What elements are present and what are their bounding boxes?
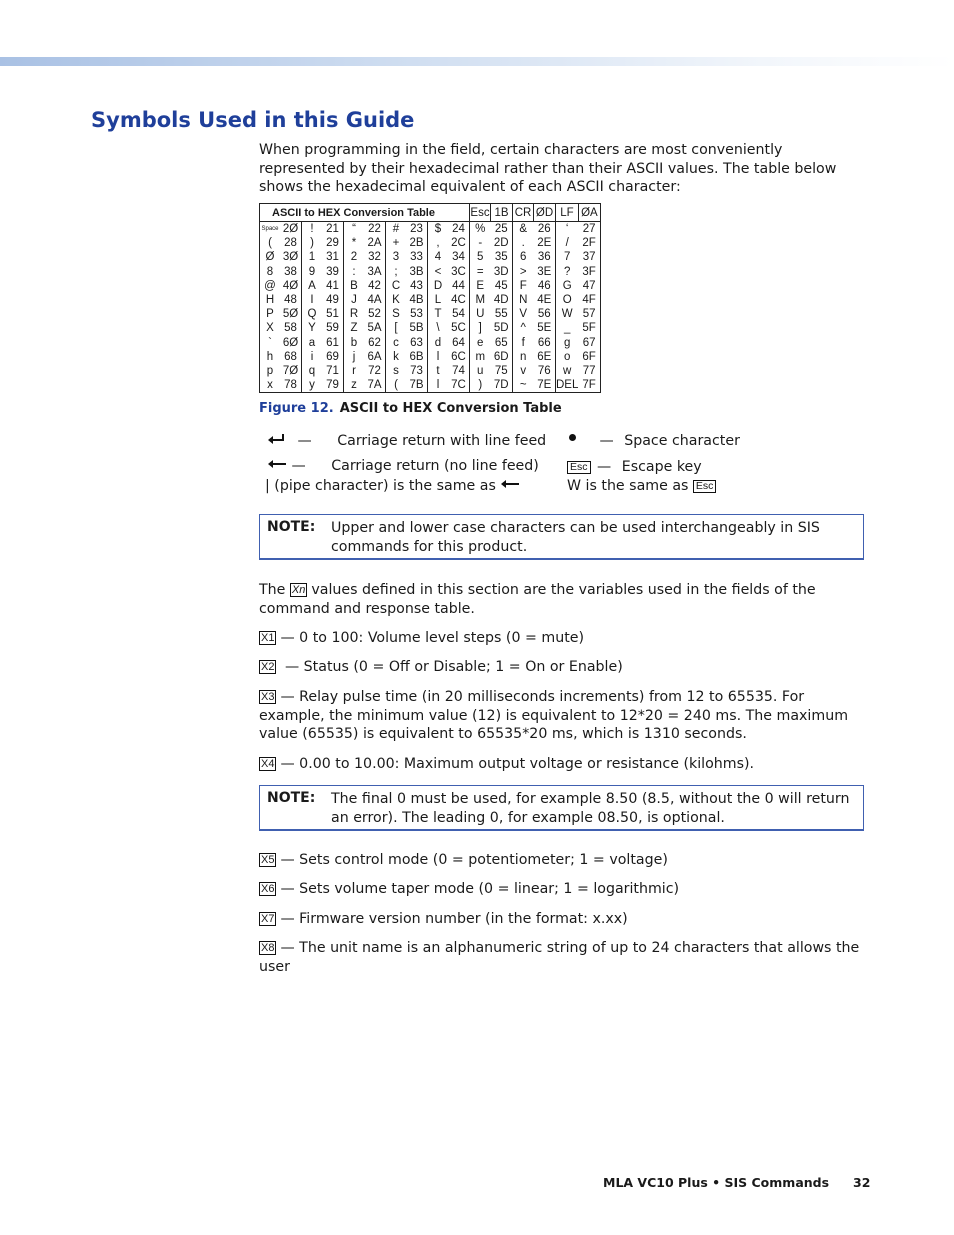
ascii-char-cell: ? <box>556 265 579 279</box>
ascii-table-title: ASCII to HEX Conversion Table <box>260 204 470 222</box>
hex-value-cell: 3B <box>409 265 424 278</box>
legend-w-text: W is the same as <box>567 478 689 494</box>
ascii-char-cell: 9 <box>302 265 323 279</box>
ascii-char-cell: b <box>344 336 365 350</box>
ascii-char-cell: K <box>386 293 407 307</box>
ascii-char-cell: w <box>556 364 579 378</box>
hex-value-cell: 29 <box>326 237 339 250</box>
ascii-char-cell: B <box>344 279 365 293</box>
ascii-char-cell: ( <box>386 378 407 393</box>
hex-value-cell: 59 <box>326 322 339 335</box>
footer-product: MLA VC10 Plus • SIS Commands <box>603 1175 830 1190</box>
ascii-char-cell: V <box>513 307 534 321</box>
hex-value-cell: 73 <box>410 364 423 377</box>
ascii-char-cell: : <box>344 265 365 279</box>
ascii-char-cell: ^ <box>513 321 534 335</box>
ascii-char-cell: C <box>386 279 407 293</box>
ascii-char-cell: . <box>513 236 534 250</box>
esc-key-icon: Esc <box>693 480 717 493</box>
legend-cr-lf-text: Carriage return with line feed <box>337 433 547 449</box>
hex-value-cell: 5D <box>493 322 509 335</box>
hex-value-cell: 3Ø <box>282 251 299 264</box>
hex-value-cell: 46 <box>537 279 551 292</box>
hex-value-cell: 35 <box>494 251 508 264</box>
hex-value-cell: 4C <box>451 294 466 307</box>
hex-value-cell: 5C <box>451 322 466 335</box>
ascii-char-cell: 1 <box>302 250 323 264</box>
hex-value-cell: 6A <box>367 350 382 363</box>
figure-caption-text: ASCII to HEX Conversion Table <box>339 401 562 416</box>
hex-value-cell: 21 <box>326 223 339 236</box>
ascii-char-cell: @ <box>264 279 276 292</box>
ascii-char-cell: + <box>386 236 407 250</box>
hex-value-cell: 5Ø <box>282 308 299 321</box>
ascii-table-header-cell: CR <box>513 204 534 222</box>
hex-value-cell: 79 <box>326 379 339 392</box>
hex-value-cell: 6C <box>451 350 466 363</box>
legend-pipe-text: | (pipe character) is the same as <box>265 478 496 494</box>
esc-key-icon: Esc <box>567 461 591 474</box>
ascii-char-cell: H <box>265 294 275 307</box>
hex-value-cell: 26 <box>537 223 551 236</box>
ascii-char-cell: 7 <box>556 250 579 264</box>
variable-x4: X4 — 0.00 to 10.00: Maximum output voltage or resistance (kilohms). <box>261 756 755 772</box>
page-number: 32 <box>853 1175 871 1190</box>
hex-value-cell: 4A <box>367 294 382 307</box>
ascii-char-cell: ) <box>302 236 323 250</box>
hex-value-cell: 7Ø <box>282 364 299 377</box>
header-accent-bar <box>0 57 954 66</box>
hex-value-cell: 3C <box>451 265 466 278</box>
hex-value-cell: 49 <box>326 294 339 307</box>
ascii-char-cell: , <box>428 236 449 250</box>
variable-x5: X5 — Sets control mode (0 = potentiometer; 1 = voltage) <box>261 852 668 868</box>
ascii-char-cell: t <box>428 364 449 378</box>
ascii-table-row <box>260 336 601 350</box>
hex-value-cell: 5A <box>367 322 382 335</box>
hex-value-cell: 57 <box>582 308 596 321</box>
ascii-char-cell: Ø <box>265 251 275 264</box>
ascii-char-cell: d <box>428 336 449 350</box>
legend-cr-lf: — Carriage return with line feed <box>267 433 546 449</box>
ascii-char-cell: D <box>428 279 449 293</box>
ascii-table-row <box>260 321 601 335</box>
hex-value-cell: 42 <box>368 279 381 292</box>
ascii-table-row <box>260 350 601 364</box>
ascii-hex-table <box>259 203 601 393</box>
hex-value-cell: 2Ø <box>282 223 299 236</box>
ascii-table-header-cell: 1B <box>491 204 513 222</box>
hex-value-cell: 6E <box>537 350 552 363</box>
ascii-char-cell: u <box>470 364 491 378</box>
hex-value-cell: 3E <box>537 265 552 278</box>
hex-value-cell: 61 <box>326 336 339 349</box>
hex-value-cell: 39 <box>326 265 339 278</box>
hex-value-cell: 52 <box>368 308 381 321</box>
hex-value-cell: 58 <box>284 322 297 335</box>
hex-value-cell: 32 <box>368 251 381 264</box>
legend-space: — Space character <box>567 433 740 449</box>
intro-paragraph: When programming in the field, certain characters are most conveniently represented by their hexadecimal rather than their ASCII values. The table below shows the hexadecimal equivalent of each ASCII character: <box>259 142 837 195</box>
ascii-char-cell: y <box>302 378 323 393</box>
ascii-table-header-cell: ØD <box>534 204 556 222</box>
hex-value-cell: 6D <box>493 350 509 363</box>
ascii-char-cell: / <box>556 236 579 250</box>
ascii-char-cell: 2 <box>344 250 365 264</box>
ascii-table-row <box>260 307 601 321</box>
hex-value-cell: 6F <box>582 350 596 363</box>
hex-value-cell: 75 <box>494 364 508 377</box>
ascii-char-cell: ] <box>470 321 491 335</box>
ascii-char-cell: c <box>386 336 407 350</box>
ascii-char-cell: e <box>470 336 491 350</box>
hex-value-cell: 4Ø <box>282 279 299 292</box>
ascii-table-row <box>260 265 601 279</box>
hex-value-cell: 2D <box>493 237 509 250</box>
ascii-char-cell: \ <box>428 321 449 335</box>
hex-value-cell: 71 <box>326 364 339 377</box>
hex-value-cell: 7B <box>409 379 424 392</box>
hex-value-cell: 67 <box>582 336 596 349</box>
ascii-char-cell: % <box>470 222 491 237</box>
legend-escape: Esc — Escape key <box>567 459 702 475</box>
ascii-char-cell: < <box>428 265 449 279</box>
note-box <box>259 514 864 560</box>
bullet-icon <box>569 434 576 441</box>
variable-x2: X2 — Status (0 = Off or Disable; 1 = On or Enable) <box>261 659 623 675</box>
ascii-table-row <box>260 222 601 237</box>
hex-value-cell: 3A <box>367 265 382 278</box>
ascii-char-cell: l <box>428 378 449 393</box>
ascii-char-cell: S <box>386 307 407 321</box>
hex-value-cell: 43 <box>410 279 423 292</box>
ascii-char-cell: g <box>556 336 579 350</box>
hex-value-cell: 7D <box>493 379 509 392</box>
ascii-char-cell: Q <box>302 307 323 321</box>
xn-variable-box: Xn <box>291 584 306 596</box>
ascii-char-cell: n <box>513 350 534 364</box>
ascii-char-cell: > <box>513 265 534 279</box>
note-label: NOTE: <box>267 790 316 806</box>
carriage-return-icon <box>500 479 520 489</box>
hex-value-cell: 22 <box>368 223 381 236</box>
ascii-char-cell: Z <box>344 321 365 335</box>
hex-value-cell: 24 <box>452 223 465 236</box>
ascii-char-cell: F <box>513 279 534 293</box>
ascii-char-cell: L <box>428 293 449 307</box>
hex-value-cell: 72 <box>368 364 381 377</box>
ascii-table-header-cell: LF <box>556 204 579 222</box>
ascii-char-cell: $ <box>428 222 449 237</box>
ascii-char-cell: O <box>556 293 579 307</box>
hex-value-cell: 69 <box>326 350 339 363</box>
hex-value-cell: 41 <box>326 279 339 292</box>
hex-value-cell: 76 <box>537 364 551 377</box>
ascii-table-header-cell: ØA <box>578 204 600 222</box>
ascii-char-cell: J <box>344 293 365 307</box>
ascii-char-cell: i <box>302 350 323 364</box>
hex-value-cell: 54 <box>452 308 465 321</box>
hex-value-cell: 37 <box>582 251 596 264</box>
figure-number: Figure 12. <box>259 401 334 416</box>
ascii-char-cell: * <box>344 236 365 250</box>
hex-value-cell: 3F <box>582 265 596 278</box>
ascii-char-cell: DEL <box>556 379 579 392</box>
ascii-char-cell: s <box>386 364 407 378</box>
hex-value-cell: 4E <box>537 294 552 307</box>
ascii-table-row <box>260 236 601 250</box>
legend-w <box>567 478 716 494</box>
hex-value-cell: 33 <box>410 251 423 264</box>
ascii-char-cell: M <box>470 293 491 307</box>
carriage-return-icon <box>267 459 287 469</box>
ascii-table-row <box>260 378 601 393</box>
hex-value-cell: 7E <box>537 379 552 392</box>
note-box <box>259 785 864 831</box>
ascii-char-cell: 3 <box>386 250 407 264</box>
ascii-char-cell: I <box>302 293 323 307</box>
hex-value-cell: 31 <box>326 251 339 264</box>
hex-value-cell: 48 <box>284 294 297 307</box>
legend-cr-text: Carriage return (no line feed) <box>331 458 539 474</box>
hex-value-cell: 4D <box>493 294 509 307</box>
ascii-char-cell: = <box>470 265 491 279</box>
note-label: NOTE: <box>267 519 316 535</box>
hex-value-cell: 6B <box>409 350 424 363</box>
hex-value-cell: 36 <box>537 251 551 264</box>
hex-value-cell: 23 <box>410 223 423 236</box>
legend-escape-text: Escape key <box>621 459 702 475</box>
hex-value-cell: 44 <box>452 279 465 292</box>
ascii-char-cell: W <box>556 307 579 321</box>
ascii-char-cell: # <box>386 222 407 237</box>
ascii-char-cell: - <box>470 236 491 250</box>
ascii-char-cell: R <box>344 307 365 321</box>
legend-pipe <box>265 478 520 494</box>
hex-value-cell: 2B <box>409 237 424 250</box>
ascii-char-cell: ( <box>268 237 272 250</box>
ascii-char-cell: p <box>266 364 274 377</box>
ascii-char-cell: U <box>470 307 491 321</box>
ascii-char-cell: ) <box>470 378 491 393</box>
ascii-char-cell: 6 <box>513 250 534 264</box>
ascii-table-row <box>260 364 601 378</box>
ascii-char-cell: ~ <box>513 378 534 393</box>
variable-x1: X1 — 0 to 100: Volume level steps (0 = mute) <box>261 630 585 646</box>
ascii-char-cell: 8 <box>266 265 274 278</box>
variable-x3: X3 — Relay pulse time (in 20 milliseconds increments) from 12 to 65535. For example, the minimum value (12) is equivalent to 12*20 = 240 ms. The maximum value (65535) is equivalent to 65535*20 ms, which is 1310 seconds. <box>259 689 849 742</box>
legend-space-text: Space character <box>624 433 740 449</box>
xn-intro-paragraph: The Xn values defined in this section are the variables used in the fields of the command and response table. <box>259 582 816 617</box>
ascii-char-cell: & <box>513 222 534 237</box>
ascii-char-cell: r <box>344 364 365 378</box>
note-text: The final 0 must be used, for example 8.50 (8.5, without the 0 will return an error). The leading 0, for example 08.50, is optional. <box>331 791 850 826</box>
hex-value-cell: 7A <box>367 379 382 392</box>
ascii-char-cell: Space <box>261 226 279 233</box>
hex-value-cell: 7C <box>451 379 466 392</box>
hex-value-cell: 63 <box>410 336 423 349</box>
note-text: Upper and lower case characters can be used interchangeably in SIS commands for this product. <box>331 520 820 555</box>
ascii-char-cell: x <box>267 379 273 392</box>
hex-value-cell: 51 <box>326 308 339 321</box>
ascii-char-cell: 5 <box>470 250 491 264</box>
ascii-char-cell: T <box>428 307 449 321</box>
ascii-char-cell: v <box>513 364 534 378</box>
ascii-char-cell: m <box>470 350 491 364</box>
hex-value-cell: 62 <box>368 336 381 349</box>
hex-value-cell: 2F <box>582 237 596 250</box>
ascii-char-cell: X <box>266 322 274 335</box>
hex-value-cell: 27 <box>582 223 596 236</box>
hex-value-cell: 74 <box>452 364 465 377</box>
hex-value-cell: 66 <box>537 336 551 349</box>
hex-value-cell: 45 <box>494 279 508 292</box>
ascii-char-cell: f <box>513 336 534 350</box>
page-title: Symbols Used in this Guide <box>91 108 415 132</box>
ascii-table-row <box>260 279 601 293</box>
ascii-char-cell: [ <box>386 321 407 335</box>
ascii-char-cell: z <box>344 378 365 393</box>
ascii-char-cell: ` <box>268 336 272 349</box>
ascii-char-cell: q <box>302 364 323 378</box>
ascii-char-cell: ; <box>386 265 407 279</box>
figure-caption <box>259 401 562 416</box>
legend-cr: — Carriage return (no line feed) <box>267 458 539 474</box>
hex-value-cell: 4B <box>409 294 424 307</box>
hex-value-cell: 47 <box>582 279 596 292</box>
ascii-char-cell: Y <box>302 321 323 335</box>
ascii-table-header <box>260 204 601 222</box>
hex-value-cell: 28 <box>284 237 297 250</box>
hex-value-cell: 3D <box>493 265 509 278</box>
hex-value-cell: 4F <box>582 294 596 307</box>
hex-value-cell: 78 <box>284 379 297 392</box>
ascii-table-row <box>260 250 601 264</box>
hex-value-cell: 2E <box>537 237 552 250</box>
hex-value-cell: 77 <box>582 364 596 377</box>
hex-value-cell: 56 <box>537 308 551 321</box>
hex-value-cell: 38 <box>284 265 297 278</box>
hex-value-cell: 2C <box>451 237 466 250</box>
ascii-char-cell: o <box>556 350 579 364</box>
ascii-char-cell: E <box>470 279 491 293</box>
hex-value-cell: 7F <box>582 379 596 392</box>
ascii-char-cell: G <box>556 279 579 293</box>
variable-x8: X8 — The unit name is an alphanumeric string of up to 24 characters that allows the user <box>259 940 860 975</box>
hex-value-cell: 5B <box>409 322 424 335</box>
hex-value-cell: 5F <box>582 322 596 335</box>
ascii-char-cell: _ <box>556 321 579 335</box>
ascii-char-cell: k <box>386 350 407 364</box>
ascii-char-cell: A <box>302 279 323 293</box>
hex-value-cell: 25 <box>494 223 508 236</box>
ascii-char-cell: 4 <box>428 250 449 264</box>
variable-x6: X6 — Sets volume taper mode (0 = linear; 1 = logarithmic) <box>261 881 680 897</box>
ascii-char-cell: P <box>266 308 274 321</box>
hex-value-cell: 64 <box>452 336 465 349</box>
ascii-char-cell: j <box>344 350 365 364</box>
hex-value-cell: 5E <box>537 322 552 335</box>
hex-value-cell: 6Ø <box>282 336 299 349</box>
hex-value-cell: 55 <box>494 308 508 321</box>
ascii-char-cell: ‘ <box>556 222 579 237</box>
hex-value-cell: 2A <box>367 237 382 250</box>
ascii-char-cell: l <box>428 350 449 364</box>
hex-value-cell: 68 <box>284 350 297 363</box>
hex-value-cell: 53 <box>410 308 423 321</box>
ascii-char-cell: ! <box>302 222 323 237</box>
ascii-char-cell: N <box>513 293 534 307</box>
ascii-char-cell: a <box>302 336 323 350</box>
hex-value-cell: 34 <box>452 251 465 264</box>
variable-x7: X7 — Firmware version number (in the format: x.xx) <box>261 911 628 927</box>
ascii-char-cell: “ <box>344 222 365 237</box>
ascii-char-cell: h <box>266 350 274 363</box>
ascii-table-row <box>260 293 601 307</box>
ascii-table-header-cell: Esc <box>470 204 491 222</box>
carriage-return-line-feed-icon <box>267 433 287 445</box>
hex-value-cell: 65 <box>494 336 508 349</box>
